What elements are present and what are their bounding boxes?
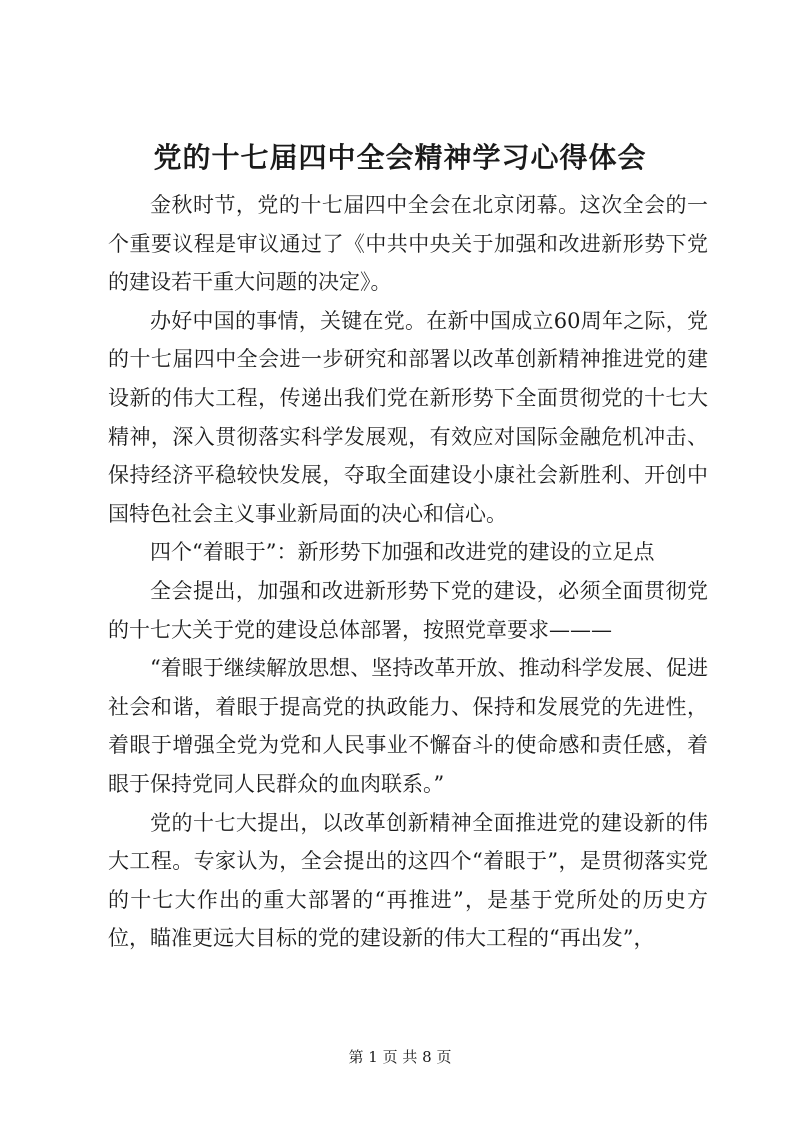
paragraph-intro: 金秋时节，党的十七届四中全会在北京闭幕。这次全会的一个重要议程是审议通过了《中共中央关于加强和改进新形势下党的建设若干重大问题的决定》。 bbox=[108, 193, 708, 295]
paragraph-plenary-proposal: 全会提出，加强和改进新形势下党的建设，必须全面贯彻党的十七大关于党的建设总体部署，按照党章要求——— bbox=[108, 578, 708, 642]
paragraph-seventeenth-congress: 党的十七大提出，以改革创新精神全面推进党的建设新的伟大工程。专家认为，全会提出的这四个“着眼于”，是贯彻落实党的十七大作出的重大部署的“再推进”，是基于党所处的历史方位，瞄准更远大目标的党的建设新的伟大工程的“再出发”， bbox=[108, 810, 708, 951]
paragraph-key-in-party: 办好中国的事情，关键在党。在新中国成立60周年之际，党的十七届四中全会进一步研究和部署以改革创新精神推进党的建设新的伟大工程，传递出我们党在新形势下全面贯彻党的十七大精神，深入贯彻落实科学发展观，有效应对国际金融危机冲击、保持经济平稳较快发展，夺取全面建设小康社会新胜利、开创中国特色社会主义事业新局面的决心和信心。 bbox=[108, 308, 708, 526]
page-number-footer: 第 1 页 共 8 页 bbox=[348, 1048, 452, 1066]
paragraph-quote: “着眼于继续解放思想、坚持改革开放、推动科学发展、促进社会和谐，着眼于提高党的执政能力、保持和发展党的先进性，着眼于增强全党为党和人民事业不懈奋斗的使命感和责任感，着眼于保持党同人民群众的血肉联系。” bbox=[108, 656, 708, 796]
section-heading: 四个“着眼于”：新形势下加强和改进党的建设的立足点 bbox=[150, 540, 655, 565]
document-body bbox=[108, 186, 708, 958]
document-title: 党的十七届四中全会精神学习心得体会 bbox=[153, 141, 647, 174]
